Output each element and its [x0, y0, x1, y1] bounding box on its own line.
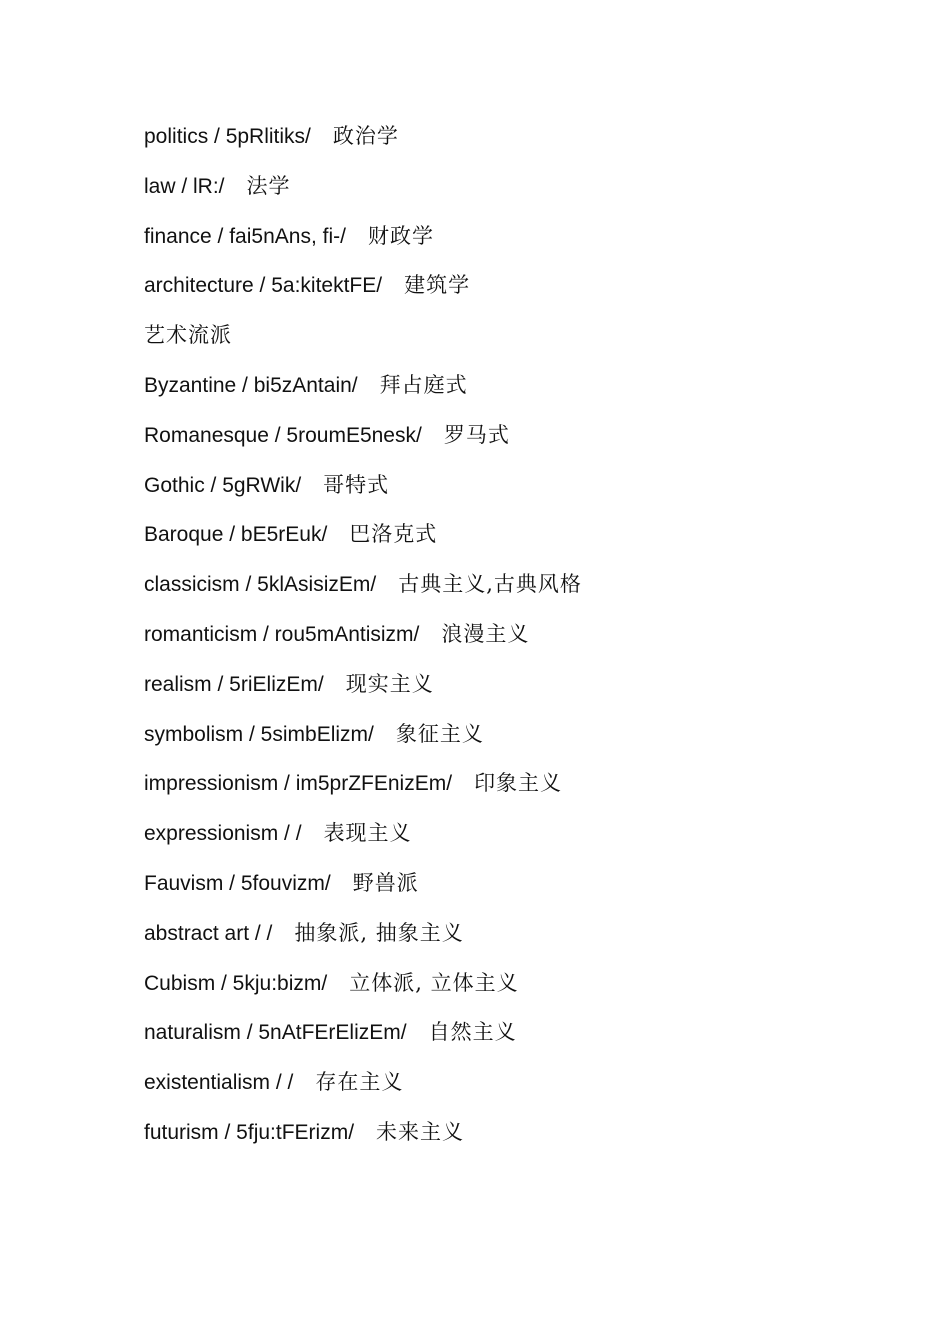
list-item: [144, 817, 904, 867]
term: romanticism / rou5mAntisizm/: [144, 622, 420, 646]
term: finance / fai5nAns, fi-/: [144, 224, 346, 248]
meaning: 自然主义: [428, 1020, 517, 1045]
term: realism / 5riElizEm/: [144, 672, 324, 696]
meaning: 表现主义: [323, 821, 412, 846]
meaning: 巴洛克式: [349, 522, 438, 547]
term: Byzantine / bi5zAntain/: [144, 373, 358, 397]
meaning: 古典主义,古典风格: [398, 572, 582, 597]
list-item: [144, 1016, 904, 1066]
list-item: [144, 867, 904, 917]
meaning: 立体派, 立体主义: [349, 970, 519, 995]
list-item: [144, 518, 904, 568]
list-item: [144, 668, 904, 718]
section-heading-text: 艺术流派: [144, 323, 232, 348]
meaning: 野兽派: [352, 870, 419, 895]
meaning: 浪漫主义: [441, 621, 530, 646]
list-item: [144, 718, 904, 768]
term: Fauvism / 5fouvizm/: [144, 871, 331, 895]
term: naturalism / 5nAtFErElizEm/: [144, 1021, 407, 1045]
term: Cubism / 5kju:bizm/: [144, 971, 328, 995]
term: impressionism / im5prZFEnizEm/: [144, 772, 453, 796]
list-item: [144, 767, 904, 817]
term: Romanesque / 5roumE5nesk/: [144, 423, 422, 447]
list-item: [144, 1066, 904, 1116]
term: abstract art / /: [144, 921, 273, 945]
meaning: 未来主义: [376, 1119, 465, 1144]
list-item: [144, 220, 904, 270]
meaning: 法学: [246, 173, 291, 198]
list-item: [144, 170, 904, 220]
list-item: [144, 419, 904, 469]
term: architecture / 5a:kitektFE/: [144, 274, 383, 298]
meaning: 现实主义: [345, 671, 434, 696]
meaning: 印象主义: [474, 771, 563, 796]
meaning: 建筑学: [404, 273, 471, 298]
term: Gothic / 5gRWik/: [144, 473, 302, 497]
list-item: [144, 967, 904, 1017]
list-item: [144, 618, 904, 668]
list-item: [144, 917, 904, 967]
meaning: 存在主义: [315, 1070, 404, 1095]
term: law / lR:/: [144, 174, 225, 198]
list-item: [144, 369, 904, 419]
list-item: [144, 269, 904, 319]
list-item: [144, 1116, 904, 1166]
meaning: 财政学: [367, 223, 434, 248]
meaning: 哥特式: [323, 472, 390, 497]
meaning: 政治学: [332, 124, 399, 148]
term: classicism / 5klAsisizEm/: [144, 573, 377, 597]
meaning: 象征主义: [395, 721, 484, 746]
term: futurism / 5fju:tFErizm/: [144, 1120, 355, 1144]
list-item: [144, 120, 904, 170]
glossary-list: [144, 120, 904, 1166]
meaning: 抽象派, 抽象主义: [294, 920, 464, 945]
term: expressionism / /: [144, 822, 302, 846]
meaning: 拜占庭式: [379, 372, 468, 397]
list-item: [144, 568, 904, 618]
term: symbolism / 5simbElizm/: [144, 722, 374, 746]
meaning: 罗马式: [443, 422, 510, 447]
term: existentialism / /: [144, 1071, 294, 1095]
section-heading: [144, 319, 904, 369]
term: politics / 5pRlitiks/: [144, 125, 311, 148]
term: Baroque / bE5rEuk/: [144, 523, 328, 547]
list-item: [144, 469, 904, 519]
